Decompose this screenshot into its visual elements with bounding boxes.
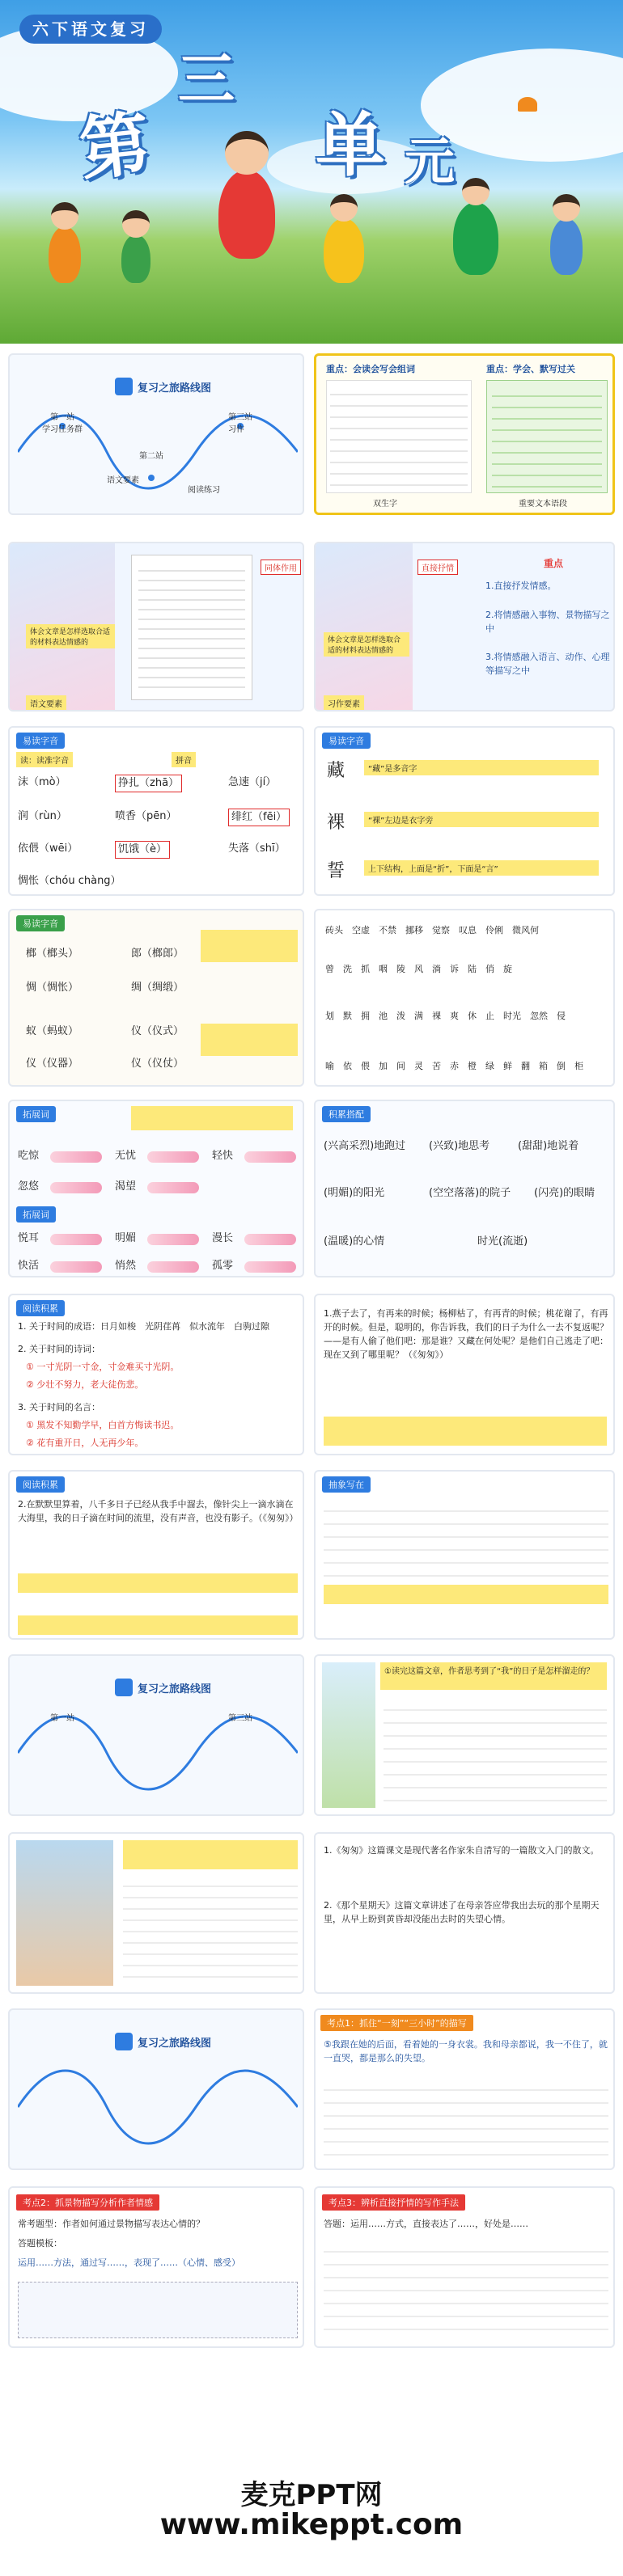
phrase: (兴致)地思考 <box>429 1140 490 1152</box>
char: 裸 <box>327 813 345 833</box>
exam-body: ⑤我跟在她的后面，看着她的一身衣裳。我和母亲都说，我一不住了，就一直哭，都是那么的失望。 <box>324 2039 608 2063</box>
blank <box>50 1234 102 1245</box>
exam-tag: 考点2：抓景物描写分析作者情感 <box>16 2194 159 2211</box>
note-box <box>201 930 298 962</box>
unit-tag: 六下语文复习 <box>19 15 162 44</box>
station-4-sub: 阅读练习 <box>188 486 220 495</box>
text-table <box>486 380 608 493</box>
ext-note <box>131 1106 293 1130</box>
ext-word: 快活 <box>18 1260 40 1272</box>
read-item: 2. 关于时间的诗词： <box>18 1344 100 1354</box>
route-icon <box>115 378 133 395</box>
similar-chars-slide <box>8 909 304 1087</box>
r1: 答题：运用……方式，直接表达了……，好处是…… <box>324 2219 528 2229</box>
word-row: 喻 依 偎 加 间 灵 苦 赤 橙 绿 鲜 翻 箱 倒 柜 <box>325 1061 583 1071</box>
passage-slide-2 <box>8 1470 304 1640</box>
tag-right: 直接抒情 <box>417 560 458 575</box>
tasks-slide <box>8 542 304 712</box>
zhongdian: 重点 <box>544 558 564 569</box>
title-char-1: 第 <box>75 103 154 192</box>
route-icon <box>115 2033 133 2050</box>
passage-slide-3 <box>314 1470 615 1640</box>
answer-slide <box>314 1832 615 1994</box>
char: 藏 <box>327 761 345 781</box>
station-3: 第三站 <box>228 413 252 422</box>
read-item: 3. 关于时间的名言： <box>18 1402 100 1413</box>
pair: 绸（绸缎） <box>131 982 184 994</box>
exam-tag: 考点1：抓住“一刻”“三小时”的描写 <box>320 2015 473 2031</box>
answer-lines <box>384 1698 607 1808</box>
word: 挣扎（zhā） <box>115 775 182 792</box>
word: 喷香（pēn） <box>115 810 177 822</box>
passage-text: 2.在默默里算着，八千多日子已经从我手中溜去，像针尖上一滴水滴在大海里，我的日子滴在时间的流里，没有声音，也没有影子。（《匆匆》） <box>18 1499 299 1523</box>
passage-lines <box>324 1499 608 1580</box>
route-map-slide <box>8 353 304 515</box>
phrase: (甜甜)地说着 <box>518 1140 579 1152</box>
note <box>123 1840 298 1869</box>
phrase: (兴高采烈)地跑过 <box>324 1140 406 1152</box>
ext-word: 轻快 <box>212 1150 234 1162</box>
q1: 常考题型：作者如何通过景物描写表达心情的？ <box>18 2219 205 2229</box>
route-map-slide-3 <box>8 2008 304 2170</box>
word-table <box>326 380 472 493</box>
word: 绯红（fēi） <box>228 809 290 826</box>
words-slide <box>314 909 615 1087</box>
q2: 答题模板： <box>18 2238 62 2249</box>
point-1: 1.直接抒发情感。 <box>485 581 557 591</box>
brand-url[interactable]: www.mikeppt.com <box>159 2508 464 2541</box>
running-child <box>49 226 81 283</box>
question-slide <box>314 1654 615 1816</box>
passage-slide-1 <box>314 1294 615 1455</box>
collocation-slide <box>314 1100 615 1277</box>
hero-banner <box>0 0 623 344</box>
p3-tag: 抽象写在 <box>322 1476 371 1493</box>
passage-note <box>324 1585 608 1604</box>
station-1: 第一站 <box>50 1714 74 1723</box>
illustration <box>16 1840 113 1986</box>
blank <box>244 1261 296 1273</box>
butterfly-icon <box>518 97 537 112</box>
read-item: ① 黑发不知勤学早，白首方悔读书迟。 <box>26 1420 180 1430</box>
blank <box>50 1182 102 1193</box>
note-1: 读：读准字音 <box>16 752 73 767</box>
phrase: (温暖)的心情 <box>324 1235 385 1248</box>
phrase: (空空落落)的院子 <box>429 1187 511 1199</box>
foot-2: 习作要素 <box>324 695 364 711</box>
title-char-3: 单 <box>316 105 385 186</box>
exam-tag: 考点3：辨析直接抒情的写作手法 <box>322 2194 465 2211</box>
blank <box>50 1261 102 1273</box>
pair: 榔（榔头） <box>26 948 79 960</box>
left-foot: 双生字 <box>373 500 397 509</box>
pair: 郎（榔郎） <box>131 948 184 960</box>
read-item: 1. 关于时间的成语：日月如梭 光阴荏苒 似水流年 白驹过隙 <box>18 1321 269 1332</box>
key-points-slide <box>314 353 615 515</box>
ext-tag: 拓展词 <box>16 1106 56 1122</box>
blank <box>50 1151 102 1163</box>
example-box <box>18 2282 298 2338</box>
word-row: 砖头 空虚 不禁 挪移 觉察 叹息 伶俐 微风何 <box>325 925 539 935</box>
route-map-slide-2 <box>8 1654 304 1816</box>
blank <box>244 1151 296 1163</box>
word-row: 划 默 拥 池 泼 满 裸 爽 休 止 时光 忽然 侵 <box>325 1011 574 1021</box>
title-char-4: 元 <box>405 132 456 191</box>
station-2-sub: 语文要素 <box>107 476 139 485</box>
word-row: 曾 洗 抓 咽 陵 风 淌 诉 陆 俏 旋 <box>325 964 512 974</box>
word: 沫（mò） <box>18 776 66 788</box>
characters-slide <box>314 726 615 896</box>
word: 饥饿（è） <box>115 841 170 859</box>
word: 失落（shī） <box>228 842 286 855</box>
station-2: 第二站 <box>139 452 163 461</box>
right-foot: 重要文本语段 <box>519 500 567 509</box>
passage-note <box>324 1417 607 1446</box>
brand-name: 麦克PPT网 <box>240 2479 383 2511</box>
char-tag: 易读字音 <box>322 733 371 749</box>
point-3: 3.将情感融入语言、动作、心理等描写之中 <box>485 652 610 676</box>
image-slide <box>8 1832 304 1994</box>
phrase: 时光(流逝) <box>477 1235 528 1248</box>
read-item: ② 少壮不努力，老大徒伤悲。 <box>26 1379 144 1390</box>
pair: 仪（仪仗） <box>131 1058 184 1070</box>
sim-tag: 易读字音 <box>16 915 65 931</box>
note-2: 拼音 <box>172 752 196 767</box>
route-title: 复习之旅路线图 <box>138 1683 212 1696</box>
running-child <box>324 218 364 283</box>
blank <box>244 1234 296 1245</box>
pair: 蚁（蚂蚁） <box>26 1025 79 1037</box>
pronunciation-slide <box>8 726 304 896</box>
read-item: ② 花有重开日，人无再少年。 <box>26 1438 144 1448</box>
textbook-page <box>131 555 252 700</box>
blank <box>147 1182 199 1193</box>
station-3-sub: 习作 <box>228 425 244 434</box>
running-child <box>550 218 583 275</box>
text-lines <box>123 1876 298 1986</box>
exam-point-2 <box>8 2186 304 2348</box>
char-note: “藏”是多音字 <box>364 760 599 775</box>
point-2: 2.将情感融入事物、景物描写之中 <box>485 610 610 634</box>
decor-figure <box>316 543 413 712</box>
ext-word: 明媚 <box>115 1232 137 1244</box>
pair: 仪（仪器） <box>26 1058 79 1070</box>
p2-tag: 阅读积累 <box>16 1476 65 1493</box>
ext-word: 悄然 <box>115 1260 137 1272</box>
running-child <box>218 170 275 259</box>
blank <box>147 1234 199 1245</box>
pron-tag: 易读字音 <box>16 733 65 749</box>
pair: 惆（惆怅） <box>26 982 79 994</box>
running-child <box>453 202 498 275</box>
word: 惆怅（chóu chàng） <box>18 875 121 887</box>
route-title: 复习之旅路线图 <box>138 2038 212 2050</box>
answer-2: 2.《那个星期天》这篇文章讲述了在母亲答应带我出去玩的那个星期天里，从早上盼到黄昏却没能出去时的失望心情。 <box>324 1900 600 1924</box>
question: ①读完这篇文章，作者思考到了“我”的日子是怎样溜走的？ <box>380 1662 607 1690</box>
expression-slide <box>314 542 615 712</box>
answer-1: 1.《匆匆》这篇课文是现代著名作家朱自清写的一篇散文入门的散文。 <box>324 1845 600 1856</box>
ext-word: 孤零 <box>212 1260 234 1272</box>
extension-slide <box>8 1100 304 1277</box>
word: 急速（jí） <box>228 776 277 788</box>
route-title: 复习之旅路线图 <box>138 382 212 395</box>
ext-word: 渴望 <box>115 1180 137 1193</box>
phrase: (明媚)的阳光 <box>324 1187 385 1199</box>
phrase: (闪亮)的眼睛 <box>534 1187 595 1199</box>
reading-slide <box>8 1294 304 1455</box>
exam-point-3 <box>314 2186 615 2348</box>
ext-word: 吃惊 <box>18 1150 40 1162</box>
char-note: 上下结构，上面是“折”，下面是“言” <box>364 860 599 876</box>
ext-word: 悦耳 <box>18 1232 40 1244</box>
ext-word: 忽悠 <box>18 1180 40 1193</box>
right-title: 重点：学会、默写过关 <box>486 364 575 374</box>
station-3: 第三站 <box>228 1714 252 1723</box>
ext-tag-2: 拓展词 <box>16 1206 56 1223</box>
passage-note <box>18 1615 298 1635</box>
exam-lines <box>324 2078 608 2159</box>
route-icon <box>115 1679 133 1696</box>
station-1-sub: 学习任务群 <box>42 425 83 434</box>
exam-point-1 <box>314 2008 615 2170</box>
running-child <box>121 234 150 283</box>
char: 誓 <box>327 861 345 881</box>
title-char-2: 三 <box>178 46 235 112</box>
foot-1: 语文要素 <box>26 695 66 711</box>
blank <box>147 1261 199 1273</box>
read-tag: 阅读积累 <box>16 1300 65 1316</box>
route-wave <box>18 2059 298 2156</box>
blank <box>147 1151 199 1163</box>
station-1: 第一站 <box>50 413 74 422</box>
char-note: “裸”左边是衣字旁 <box>364 812 599 827</box>
box-1: 体会文章是怎样选取合适的材料表达情感的 <box>26 624 115 648</box>
note-box <box>201 1024 298 1056</box>
tag-left: 同体作用 <box>261 560 301 575</box>
coll-tag: 积累搭配 <box>322 1106 371 1122</box>
ext-word: 漫长 <box>212 1232 234 1244</box>
passage-text: 1.燕子去了，有再来的时候；杨柳枯了，有再青的时候；桃花谢了，有再开的时候。但是，聪明的，你告诉我，我们的日子为什么一去不复返呢？——是有人偷了他们吧：那是谁？又藏在何处呢？是他们自己逃走了吧：现在又到了哪里呢？（《匆匆》） <box>324 1308 608 1360</box>
illustration <box>322 1662 375 1808</box>
exam-lines <box>324 2240 608 2337</box>
box-2: 体会文章是怎样选取合适的材料表达情感的 <box>324 632 409 657</box>
word: 润（rùn） <box>18 810 67 822</box>
q3: 运用……方法，通过写……，表现了……（心情、感受） <box>18 2257 240 2268</box>
ext-word: 无忧 <box>115 1150 137 1162</box>
pair: 仪（仪式） <box>131 1025 184 1037</box>
passage-note <box>18 1573 298 1593</box>
word: 依偎（wēi） <box>18 842 78 855</box>
read-item: ① 一寸光阴一寸金，寸金难买寸光阴。 <box>26 1362 180 1372</box>
left-title: 重点：会读会写会组词 <box>326 364 415 374</box>
